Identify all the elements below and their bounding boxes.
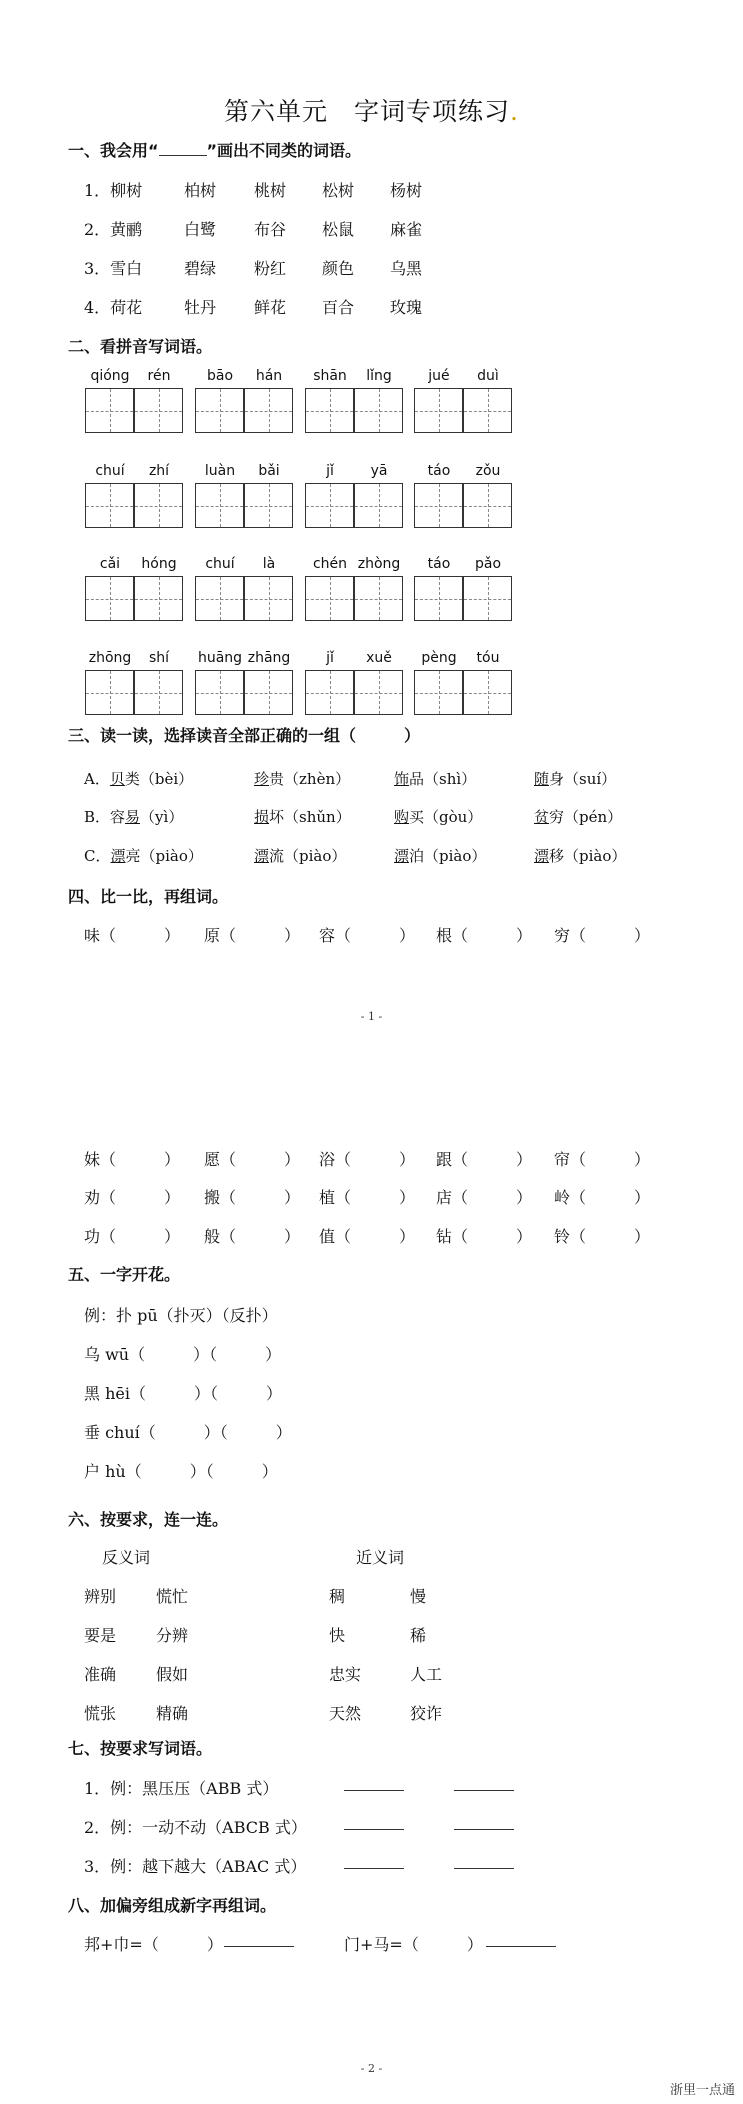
tianzige-box[interactable]: [305, 388, 354, 433]
pinyin-label: zhāng: [247, 650, 291, 666]
compare-item[interactable]: 功（ ）: [84, 1227, 181, 1246]
tianzige-box[interactable]: [354, 483, 403, 528]
tianzige-box[interactable]: [463, 576, 512, 621]
section-8-heading: 八、加偏旁组成新字再组词。: [68, 1896, 277, 1915]
option-item: B．容易（yì）: [84, 808, 184, 826]
option-item: C．漂亮（piào）: [84, 847, 203, 865]
pinyin-label: tóu: [476, 650, 500, 666]
section-7-heading: 七、按要求写词语。: [68, 1739, 213, 1758]
word-item[interactable]: 柏树: [184, 181, 217, 200]
pinyin-label: lǐng: [366, 368, 392, 384]
page-1: [0, 0, 743, 1030]
compare-item[interactable]: 味（ ）: [84, 926, 181, 945]
pinyin-label: jué: [428, 368, 450, 384]
pinyin-label: pǎo: [474, 556, 502, 572]
tianzige-box[interactable]: [414, 483, 463, 528]
pinyin-label: yā: [370, 463, 388, 479]
pinyin-label: duì: [477, 368, 499, 384]
pinyin-label: bāo: [206, 368, 234, 384]
option-item: 漂移（piào）: [534, 847, 627, 865]
match-word[interactable]: 精确: [156, 1704, 189, 1723]
tianzige-box[interactable]: [463, 670, 512, 715]
compare-item[interactable]: 植（ ）: [319, 1188, 416, 1207]
section-6-heading: 六、按要求，连一连。: [68, 1510, 229, 1529]
word-item[interactable]: 百合: [322, 298, 355, 317]
page-title: 第六单元 字词专项练习.: [224, 97, 519, 126]
word-item[interactable]: 松树: [322, 181, 355, 200]
word-item[interactable]: 碧绿: [184, 259, 217, 278]
match-word[interactable]: 狡诈: [410, 1704, 443, 1723]
tianzige-box[interactable]: [414, 670, 463, 715]
match-word[interactable]: 辨别: [84, 1587, 117, 1606]
pinyin-label: zhōng: [88, 650, 132, 666]
match-word[interactable]: 快: [329, 1626, 346, 1645]
pinyin-label: cǎi: [99, 556, 121, 572]
word-item[interactable]: 粉红: [254, 259, 287, 278]
tianzige-box[interactable]: [195, 576, 244, 621]
pinyin-label: hóng: [141, 556, 177, 572]
pinyin-label: táo: [427, 463, 451, 479]
pinyin-label: chuí: [95, 463, 125, 479]
expand-row[interactable]: 乌 wū（ ）（ ）: [84, 1345, 282, 1364]
tianzige-box[interactable]: [463, 483, 512, 528]
pattern-example: 2．例：一动不动（ABCB 式）: [84, 1818, 307, 1837]
word-item[interactable]: 1．柳树: [84, 181, 143, 200]
word-item[interactable]: 白鹭: [184, 220, 217, 239]
pinyin-label: pèng: [421, 650, 457, 666]
page-number-1: - 1 -: [360, 1010, 383, 1023]
option-item: 漂流（piào）: [254, 847, 347, 865]
compare-item[interactable]: 劝（ ）: [84, 1188, 181, 1207]
tianzige-box[interactable]: [134, 483, 183, 528]
tianzige-box[interactable]: [414, 576, 463, 621]
compare-item[interactable]: 容（ ）: [319, 926, 416, 945]
tianzige-box[interactable]: [85, 483, 134, 528]
pinyin-label: jǐ: [326, 463, 334, 479]
pinyin-label: jǐ: [326, 650, 334, 666]
synonym-label: 近义词: [356, 1548, 405, 1567]
tianzige-box[interactable]: [85, 576, 134, 621]
tianzige-box[interactable]: [305, 483, 354, 528]
answer-blank[interactable]: [486, 1946, 556, 1947]
page-number-2: - 2 -: [360, 2062, 383, 2075]
match-word[interactable]: 人工: [410, 1665, 443, 1684]
section-5-heading: 五、一字开花。: [68, 1265, 181, 1284]
pinyin-label: qióng: [90, 368, 130, 384]
answer-blank[interactable]: [224, 1946, 294, 1947]
match-word[interactable]: 慢: [410, 1587, 427, 1606]
tianzige-box[interactable]: [305, 670, 354, 715]
word-item[interactable]: 2．黄鹂: [84, 220, 143, 239]
word-item[interactable]: 麻雀: [390, 220, 423, 239]
compare-item[interactable]: 店（ ）: [436, 1188, 533, 1207]
tianzige-box[interactable]: [195, 670, 244, 715]
tianzige-box[interactable]: [244, 388, 293, 433]
compare-item[interactable]: 跟（ ）: [436, 1150, 533, 1169]
tianzige-box[interactable]: [134, 670, 183, 715]
tianzige-box[interactable]: [244, 670, 293, 715]
compare-item[interactable]: 搬（ ）: [204, 1188, 301, 1207]
option-item: 珍贵（zhèn）: [254, 770, 351, 788]
pinyin-label: hán: [255, 368, 283, 384]
pinyin-label: là: [262, 556, 276, 572]
compare-item[interactable]: 妹（ ）: [84, 1150, 181, 1169]
tianzige-box[interactable]: [195, 483, 244, 528]
option-item: 损坏（shǔn）: [254, 808, 351, 826]
pinyin-label: rén: [147, 368, 171, 384]
match-word[interactable]: 要是: [84, 1626, 117, 1645]
option-item: A．贝类（bèi）: [84, 770, 194, 788]
word-item[interactable]: 牡丹: [184, 298, 217, 317]
page-2: 妹（ ） 愿（ ） 浴（ ） 跟（ ） 帘（ ） 劝（ ） 搬（ ） 植（ ） 店（ ） 岭（ ） 功（ ） 般（ ） 值（ ） 钻（ ） 铃（ ） 五、一字开花。 例：扑 pū（扑灭）（反扑） 乌 wū（ ）（ ） 黑 hēi（ ）（ ） 垂 chuí（ ）（ ） 户 hù（ ）（ ） 六、按要求，连一连。 反义词 近义词 辨别 慌忙 稠 慢 要是 分辨 快 稀 准确 假如 忠实 人工 慌张 精确 天然 狡诈 七、按要求写词语。 1．例：黑压压（ABB 式） 2．例：一动不动（ABCB 式） 3．例：越下越大（ABAC 式） 八、加偏旁组成新字再组词。 邦+巾=（ ） 门+马=（ ） - 2 -: [0, 1090, 743, 2104]
match-word[interactable]: 假如: [156, 1665, 189, 1684]
match-word[interactable]: 分辨: [156, 1626, 189, 1645]
word-item[interactable]: 颜色: [322, 259, 355, 278]
tianzige-box[interactable]: [195, 388, 244, 433]
compare-item[interactable]: 浴（ ）: [319, 1150, 416, 1169]
match-word[interactable]: 稠: [329, 1587, 346, 1606]
pinyin-label: zǒu: [475, 463, 501, 479]
word-item[interactable]: 布谷: [254, 220, 287, 239]
pattern-example: 3．例：越下越大（ABAC 式）: [84, 1857, 307, 1876]
section-4-heading: 四、比一比，再组词。: [68, 887, 229, 906]
pinyin-label: chén: [312, 556, 348, 572]
compare-item[interactable]: 般（ ）: [204, 1227, 301, 1246]
tianzige-box[interactable]: [244, 576, 293, 621]
compare-item[interactable]: 愿（ ）: [204, 1150, 301, 1169]
option-item: 贫穷（pén）: [534, 808, 623, 826]
pinyin-label: shí: [148, 650, 170, 666]
expand-row[interactable]: 垂 chuí（ ）（ ）: [84, 1423, 292, 1442]
compare-item[interactable]: 穷（ ）: [554, 926, 651, 945]
compare-item[interactable]: 值（ ）: [319, 1227, 416, 1246]
tianzige-box[interactable]: [354, 576, 403, 621]
compare-item[interactable]: 原（ ）: [204, 926, 301, 945]
pinyin-label: huāng: [197, 650, 243, 666]
tianzige-box[interactable]: [85, 670, 134, 715]
pinyin-label: zhí: [148, 463, 170, 479]
antonym-label: 反义词: [102, 1548, 151, 1567]
compare-item[interactable]: 根（ ）: [436, 926, 533, 945]
tianzige-box[interactable]: [354, 670, 403, 715]
word-item[interactable]: 乌黑: [390, 259, 423, 278]
compare-item[interactable]: 钻（ ）: [436, 1227, 533, 1246]
option-item: 饰品（shì）: [394, 770, 477, 788]
word-item[interactable]: 松鼠: [322, 220, 355, 239]
pinyin-label: bǎi: [258, 463, 280, 479]
pinyin-label: chuí: [205, 556, 235, 572]
word-item[interactable]: 4．荷花: [84, 298, 143, 317]
match-word[interactable]: 天然: [329, 1704, 362, 1723]
word-item[interactable]: 桃树: [254, 181, 287, 200]
section-3-heading: 三、读一读，选择读音全部正确的一组（ ）: [68, 726, 421, 745]
word-item[interactable]: 3．雪白: [84, 259, 143, 278]
tianzige-box[interactable]: [244, 483, 293, 528]
expand-row[interactable]: 户 hù（ ）（ ）: [84, 1462, 278, 1481]
compare-item[interactable]: 帘（ ）: [554, 1150, 651, 1169]
pinyin-label: zhòng: [357, 556, 401, 572]
pinyin-label: luàn: [204, 463, 236, 479]
expand-row[interactable]: 黑 hēi（ ）（ ）: [84, 1384, 282, 1403]
tianzige-box[interactable]: [85, 388, 134, 433]
match-word[interactable]: 慌忙: [156, 1587, 189, 1606]
tianzige-box[interactable]: [354, 388, 403, 433]
tianzige-box[interactable]: [134, 388, 183, 433]
word-item[interactable]: 玫瑰: [390, 298, 423, 317]
expand-row[interactable]: 例：扑 pū（扑灭）（反扑）: [84, 1306, 278, 1325]
section-1-heading: 一、我会用“ ”画出不同类的词语。: [68, 141, 362, 160]
compare-item[interactable]: 岭（ ）: [554, 1188, 651, 1207]
compare-item[interactable]: 铃（ ）: [554, 1227, 651, 1246]
tianzige-box[interactable]: [305, 576, 354, 621]
option-item: 购买（gòu）: [394, 808, 483, 826]
match-word[interactable]: 准确: [84, 1665, 117, 1684]
tianzige-box[interactable]: [463, 388, 512, 433]
match-word[interactable]: 忠实: [329, 1665, 362, 1684]
pinyin-label: shān: [313, 368, 347, 384]
pinyin-label: táo: [427, 556, 451, 572]
footer-watermark: 浙里一点通: [669, 2083, 735, 2098]
section-2-heading: 二、看拼音写词语。: [68, 337, 213, 356]
option-item: 漂泊（piào）: [394, 847, 487, 865]
pinyin-label: xuě: [366, 650, 392, 666]
word-item[interactable]: 鲜花: [254, 298, 287, 317]
option-item: 随身（suí）: [534, 770, 617, 788]
tianzige-box[interactable]: [414, 388, 463, 433]
word-item[interactable]: 杨树: [390, 181, 423, 200]
match-word[interactable]: 稀: [410, 1626, 427, 1645]
pattern-example: 1．例：黑压压（ABB 式）: [84, 1779, 279, 1798]
match-word[interactable]: 慌张: [84, 1704, 117, 1723]
tianzige-box[interactable]: [134, 576, 183, 621]
